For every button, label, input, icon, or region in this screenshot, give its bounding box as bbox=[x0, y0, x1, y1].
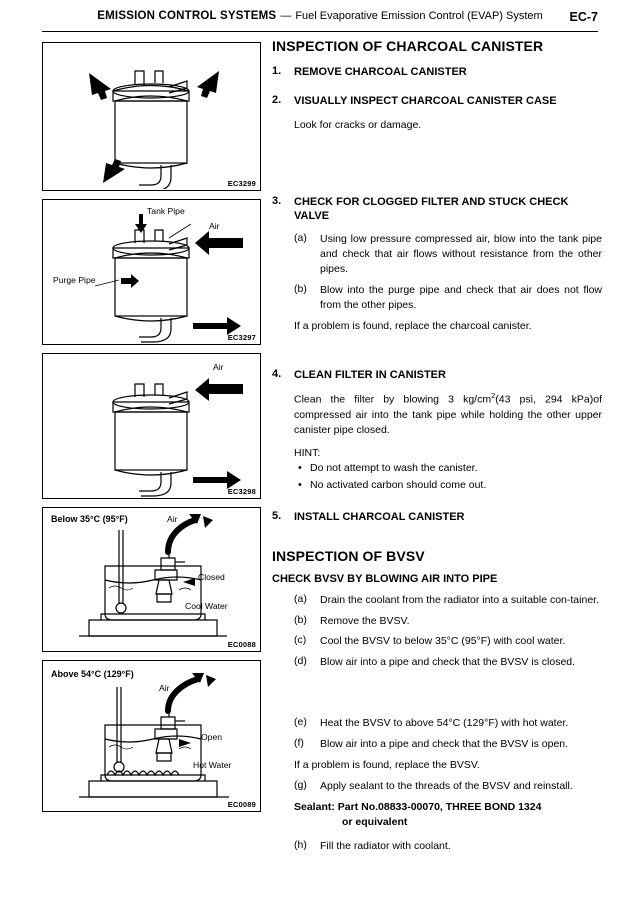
header-dash: — bbox=[280, 10, 292, 22]
bvsv-hot-illustration bbox=[43, 661, 259, 810]
figure-label-air: Air bbox=[213, 362, 224, 372]
bvsv-item-f-body: Blow air into a pipe and check that the BVSV is open. bbox=[320, 738, 569, 751]
bvsv-item-e bbox=[294, 716, 602, 731]
step-4-body-post: (43 psi, 294 kPa)of compressed air into the tank pipe while holding the other upper canister pipe closed. bbox=[294, 393, 602, 437]
bvsv-item-g bbox=[294, 779, 602, 794]
figure-label-above-temp: Above 54°C (129°F) bbox=[51, 669, 134, 679]
figure-code: EC3298 bbox=[227, 487, 256, 496]
figure-code: EC0088 bbox=[227, 640, 256, 649]
figure-bvsv-cold bbox=[42, 507, 261, 652]
bvsv-item-c-tag: (c) bbox=[294, 634, 307, 647]
step-4-title: CLEAN FILTER IN CANISTER bbox=[294, 369, 446, 382]
sealant-line-2: or equivalent bbox=[342, 816, 408, 829]
subsection-title-bvsv: CHECK BVSV BY BLOWING AIR INTO PIPE bbox=[272, 572, 498, 585]
bvsv-item-b bbox=[294, 614, 602, 629]
figure-canister-remove bbox=[42, 42, 261, 191]
step-3-item-b bbox=[294, 283, 602, 313]
figure-label-air: Air bbox=[209, 221, 220, 231]
step-3 bbox=[272, 195, 602, 224]
step-2-body: Look for cracks or damage. bbox=[294, 118, 422, 131]
bvsv-item-e-tag: (e) bbox=[294, 716, 307, 729]
bvsv-item-h-body: Fill the radiator with coolant. bbox=[320, 839, 451, 852]
text-column bbox=[272, 38, 602, 860]
header-divider bbox=[42, 31, 598, 32]
sealant-line-1: Sealant: Part No.08833-00070, THREE BOND 1324 bbox=[294, 801, 542, 814]
step-4-body-sup: 2 bbox=[491, 391, 496, 401]
step-5-number: 5. bbox=[272, 510, 282, 523]
step-3-note: If a problem is found, replace the charcoal canister. bbox=[294, 319, 532, 332]
figure-label-below-temp: Below 35°C (95°F) bbox=[51, 514, 128, 524]
bvsv-item-a bbox=[294, 593, 602, 608]
bvsv-item-h-tag: (h) bbox=[294, 838, 307, 851]
step-4-body bbox=[294, 391, 602, 438]
step-1-number: 1. bbox=[272, 65, 282, 77]
figure-bvsv-hot bbox=[42, 660, 261, 812]
step-5 bbox=[272, 510, 602, 524]
sealant-spec bbox=[294, 800, 602, 830]
step-3-item-b-tag: (b) bbox=[294, 283, 307, 296]
bvsv-item-c bbox=[294, 634, 602, 649]
bvsv-cold-illustration bbox=[43, 508, 259, 650]
step-3-item-b-body: Blow into the purge pipe and check that air does not flow from the other pipes. bbox=[320, 284, 602, 312]
figure-label-closed: Closed bbox=[198, 572, 225, 582]
header-subtitle: Fuel Evaporative Emission Control (EVAP) System bbox=[295, 10, 543, 22]
bvsv-item-a-tag: (a) bbox=[294, 592, 307, 605]
figure-column bbox=[42, 42, 261, 820]
figure-label-air: Air bbox=[167, 514, 178, 524]
step-2 bbox=[272, 94, 602, 108]
bvsv-item-f bbox=[294, 737, 602, 752]
step-5-title: INSTALL CHARCOAL CANISTER bbox=[294, 511, 465, 524]
bvsv-item-b-body: Remove the BVSV. bbox=[320, 614, 410, 627]
hint-bullet-2-text: No activated carbon should come out. bbox=[310, 479, 487, 492]
step-1-title: REMOVE CHARCOAL CANISTER bbox=[294, 66, 467, 78]
figure-code: EC0089 bbox=[227, 800, 256, 809]
figure-code: EC3297 bbox=[227, 333, 256, 342]
figure-label-hot-water: Hot Water bbox=[193, 760, 232, 770]
hint-bullet-2 bbox=[298, 478, 602, 493]
step-4-body-pre: Clean the filter by blowing 3 kg/cm bbox=[294, 393, 492, 406]
step-4 bbox=[272, 368, 602, 382]
hint-label: HINT: bbox=[294, 446, 321, 459]
bvsv-item-h bbox=[294, 839, 602, 854]
bvsv-item-g-tag: (g) bbox=[294, 779, 307, 792]
section-title-canister: INSPECTION OF CHARCOAL CANISTER bbox=[272, 38, 544, 54]
page-number: EC-7 bbox=[569, 10, 598, 24]
bvsv-item-b-tag: (b) bbox=[294, 613, 307, 626]
bvsv-item-d-tag: (d) bbox=[294, 655, 307, 668]
bvsv-item-d bbox=[294, 655, 602, 670]
step-3-item-a-tag: (a) bbox=[294, 232, 307, 245]
figure-label-tank-pipe: Tank Pipe bbox=[147, 206, 185, 216]
figure-label-open: Open bbox=[201, 732, 223, 742]
bvsv-item-a-body: Drain the coolant from the radiator into a suitable con-tainer. bbox=[320, 593, 599, 606]
hint-bullet-1-text: Do not attempt to wash the canister. bbox=[310, 461, 478, 474]
step-1 bbox=[272, 65, 602, 79]
bvsv-item-c-body: Cool the BVSV to below 35°C (95°F) with cool water. bbox=[320, 635, 566, 648]
figure-canister-check-valve bbox=[42, 199, 261, 345]
bullet-icon: • bbox=[298, 461, 302, 474]
step-4-number: 4. bbox=[272, 368, 282, 381]
header-title: EMISSION CONTROL SYSTEMS bbox=[97, 10, 277, 22]
step-3-item-a-body: Using low pressure compressed air, blow into the tank pipe and check that air flows without resistance from the other pipes. bbox=[320, 233, 602, 276]
bvsv-item-d-body: Blow air into a pipe and check that the BVSV is closed. bbox=[320, 656, 576, 669]
step-3-item-a bbox=[294, 232, 602, 277]
figure-label-air: Air bbox=[159, 683, 170, 693]
bvsv-note: If a problem is found, replace the BVSV. bbox=[294, 759, 480, 772]
canister-illustration-3 bbox=[43, 354, 259, 497]
bvsv-item-f-tag: (f) bbox=[294, 737, 304, 750]
bullet-icon: • bbox=[298, 479, 302, 492]
section-title-bvsv: INSPECTION OF BVSV bbox=[272, 547, 425, 564]
figure-label-purge-pipe: Purge Pipe bbox=[53, 275, 96, 285]
figure-label-cool-water: Cool Water bbox=[185, 601, 228, 611]
step-3-title: CHECK FOR CLOGGED FILTER AND STUCK CHECK VALVE bbox=[294, 195, 569, 223]
step-2-title: VISUALLY INSPECT CHARCOAL CANISTER CASE bbox=[294, 95, 557, 108]
figure-code: EC3299 bbox=[227, 179, 256, 188]
step-3-number: 3. bbox=[272, 194, 282, 207]
canister-illustration-2 bbox=[43, 200, 259, 343]
bvsv-item-e-body: Heat the BVSV to above 54°C (129°F) with hot water. bbox=[320, 717, 569, 730]
canister-illustration-1 bbox=[43, 43, 259, 189]
bvsv-item-g-body: Apply sealant to the threads of the BVSV and reinstall. bbox=[320, 780, 573, 793]
step-2-number: 2. bbox=[272, 94, 282, 107]
hint-bullet-1 bbox=[298, 461, 602, 476]
figure-canister-clean-filter bbox=[42, 353, 261, 499]
